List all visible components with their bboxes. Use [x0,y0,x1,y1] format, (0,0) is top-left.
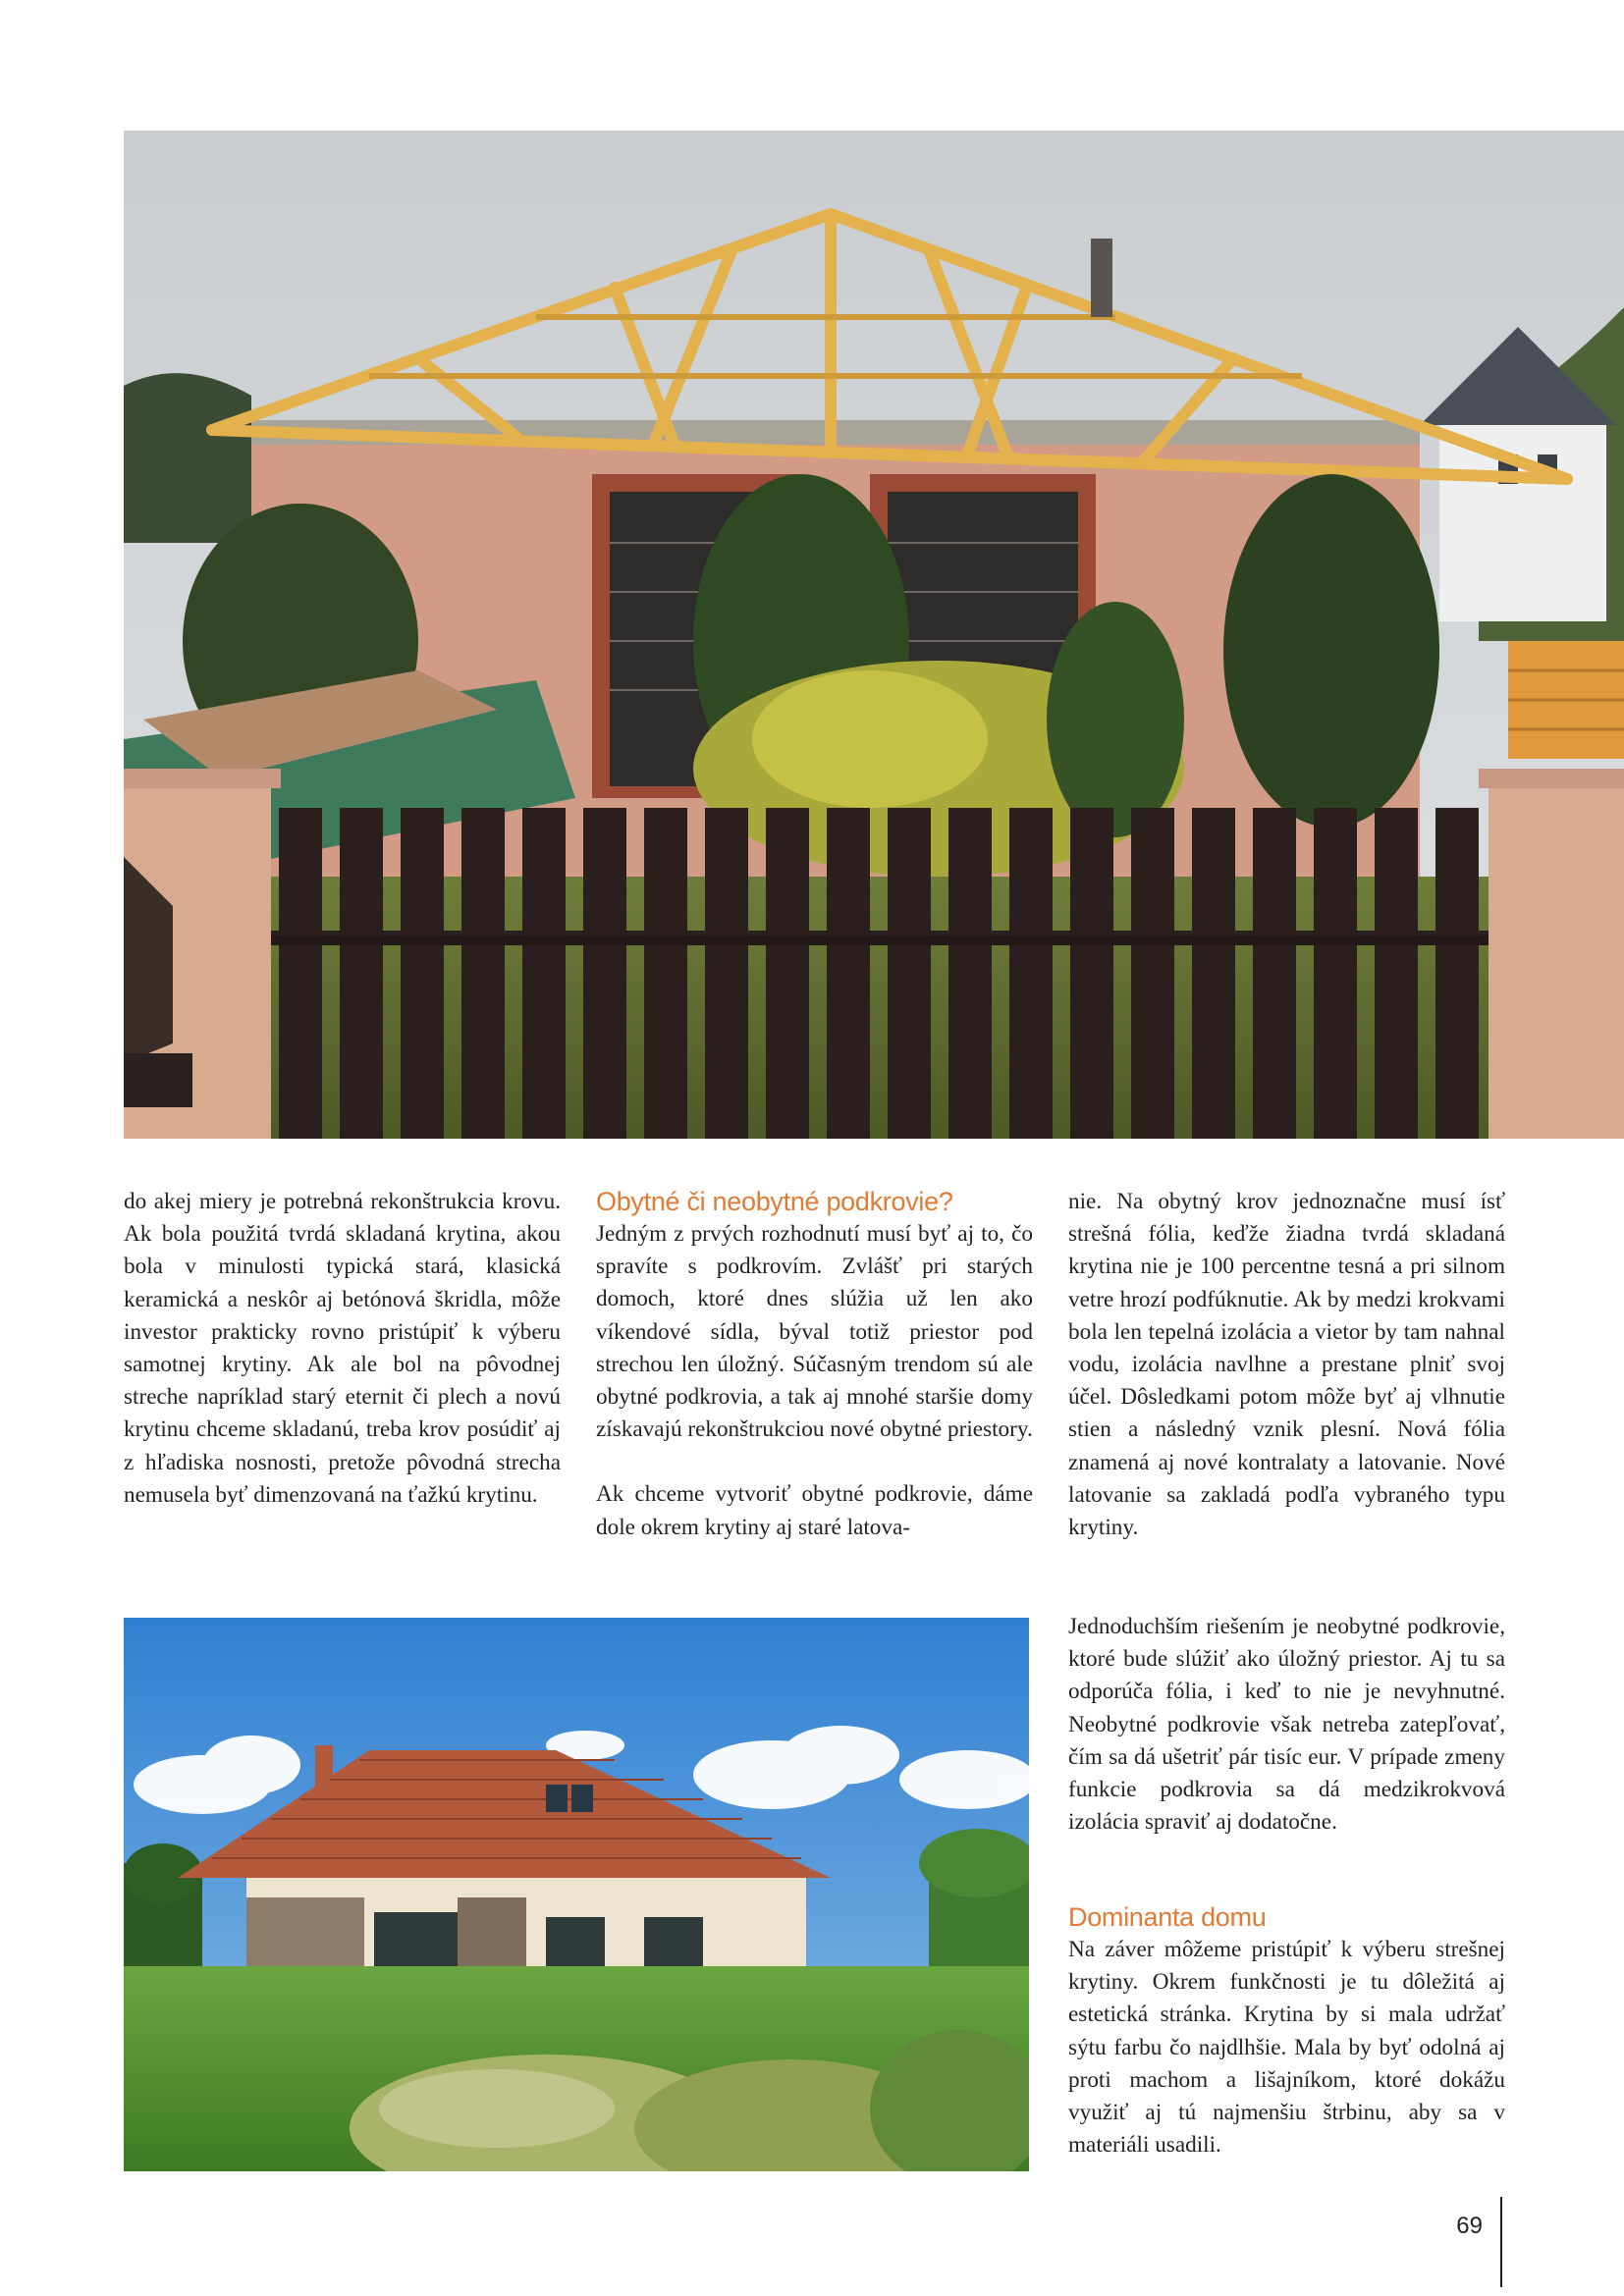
paragraph: do akej miery je potrebná rekonštrukcia krovu. Ak bola použitá tvrdá skladaná krytina, akou bola v minulosti typická stará, klasická keramická a neskôr aj betónová škridla, môže investor prakticky rovno pristúpiť k výberu samotnej krytiny. Ak ale bol na pôvodnej streche napríklad starý eternit či plech a novú krytinu chceme skladanú, treba krov posúdiť aj z hľadiska nosnosti, pretože pôvodná strecha nemusela byť dimenzovaná na ťažkú krytinu. [124,1189,561,1508]
finished-house-illustration [124,1618,1029,2171]
page-number-rule [1500,2197,1502,2287]
paragraph: Jednoduchším riešením je neobytné podkrovie, ktoré bude slúžiť ako úložný priestor. Aj tu sa odporúča fólia, i keď to nie je nevyhnutné. Neobytné podkrovie však netreba zatepľovať, čím sa dá ušetriť pár tisíc eur. V prípade zmeny funkcie podkrovia sa dá medzikrokvová izolácia spraviť aj dodatočne. [1068,1614,1505,1836]
text-column-3 [1068,1186,1505,1544]
paragraph: Ak chceme vytvoriť obytné podkrovie, dáme dole okrem krytiny aj staré latova- [596,1481,1033,1540]
paragraph: nie. Na obytný krov jednoznačne musí ísť strešná fólia, keďže žiadna tvrdá skladaná krytina nie je 100 percentne tesná a pri silnom vetre hrozí podfúknutie. Ak by medzi krokvami bola len tepelná izolácia a vietor by tam nahnal vodu, izolácia navlhne a prestane plniť svoj účel. Dôsledkami potom môže byť aj vlhnutie stien a následný vznik plesní. Nová fólia znamená aj nové kontralaty a latovanie. Nové latovanie sa zakladá podľa vybraného typu krytiny. [1068,1189,1505,1541]
roof-reconstruction-illustration [124,131,1624,1139]
finished-house-photo [124,1618,1029,2171]
page-number: 69 [1456,2213,1483,2239]
section-heading-podkrovie: Obytné či neobytné podkrovie? [596,1187,953,1216]
text-column-1 [124,1186,561,1512]
section-heading-dominanta: Dominanta domu [1068,1902,1267,1932]
paragraph: Na záver môžeme pristúpiť k výberu strešnej krytiny. Okrem funkčnosti je tu dôležitá aj estetická stránka. Krytina by si mala udržať sýtu farbu čo najdlhšie. Mala by byť odolná aj proti machom a lišajníkom, ktoré dokážu využiť aj tú najmenšiu štrbinu, aby sa v materiáli usadili. [1068,1937,1505,2159]
text-column-3-section [1068,1901,1505,2162]
text-column-3-continued [1068,1611,1505,1839]
paragraph: Jedným z prvých rozhodnutí musí byť aj to, čo spravíte s podkrovím. Zvlášť pri starých domoch, ktoré dnes slúžia už len ako víkendové sídla, býval totiž priestor pod strechou len úložný. Súčasným trendom sú ale obytné podkrovia, a tak aj mnohé staršie domy získavajú rekonštrukciou nové obytné priestory. [596,1221,1033,1443]
roof-reconstruction-photo [124,131,1624,1139]
text-column-2 [596,1186,1033,1544]
